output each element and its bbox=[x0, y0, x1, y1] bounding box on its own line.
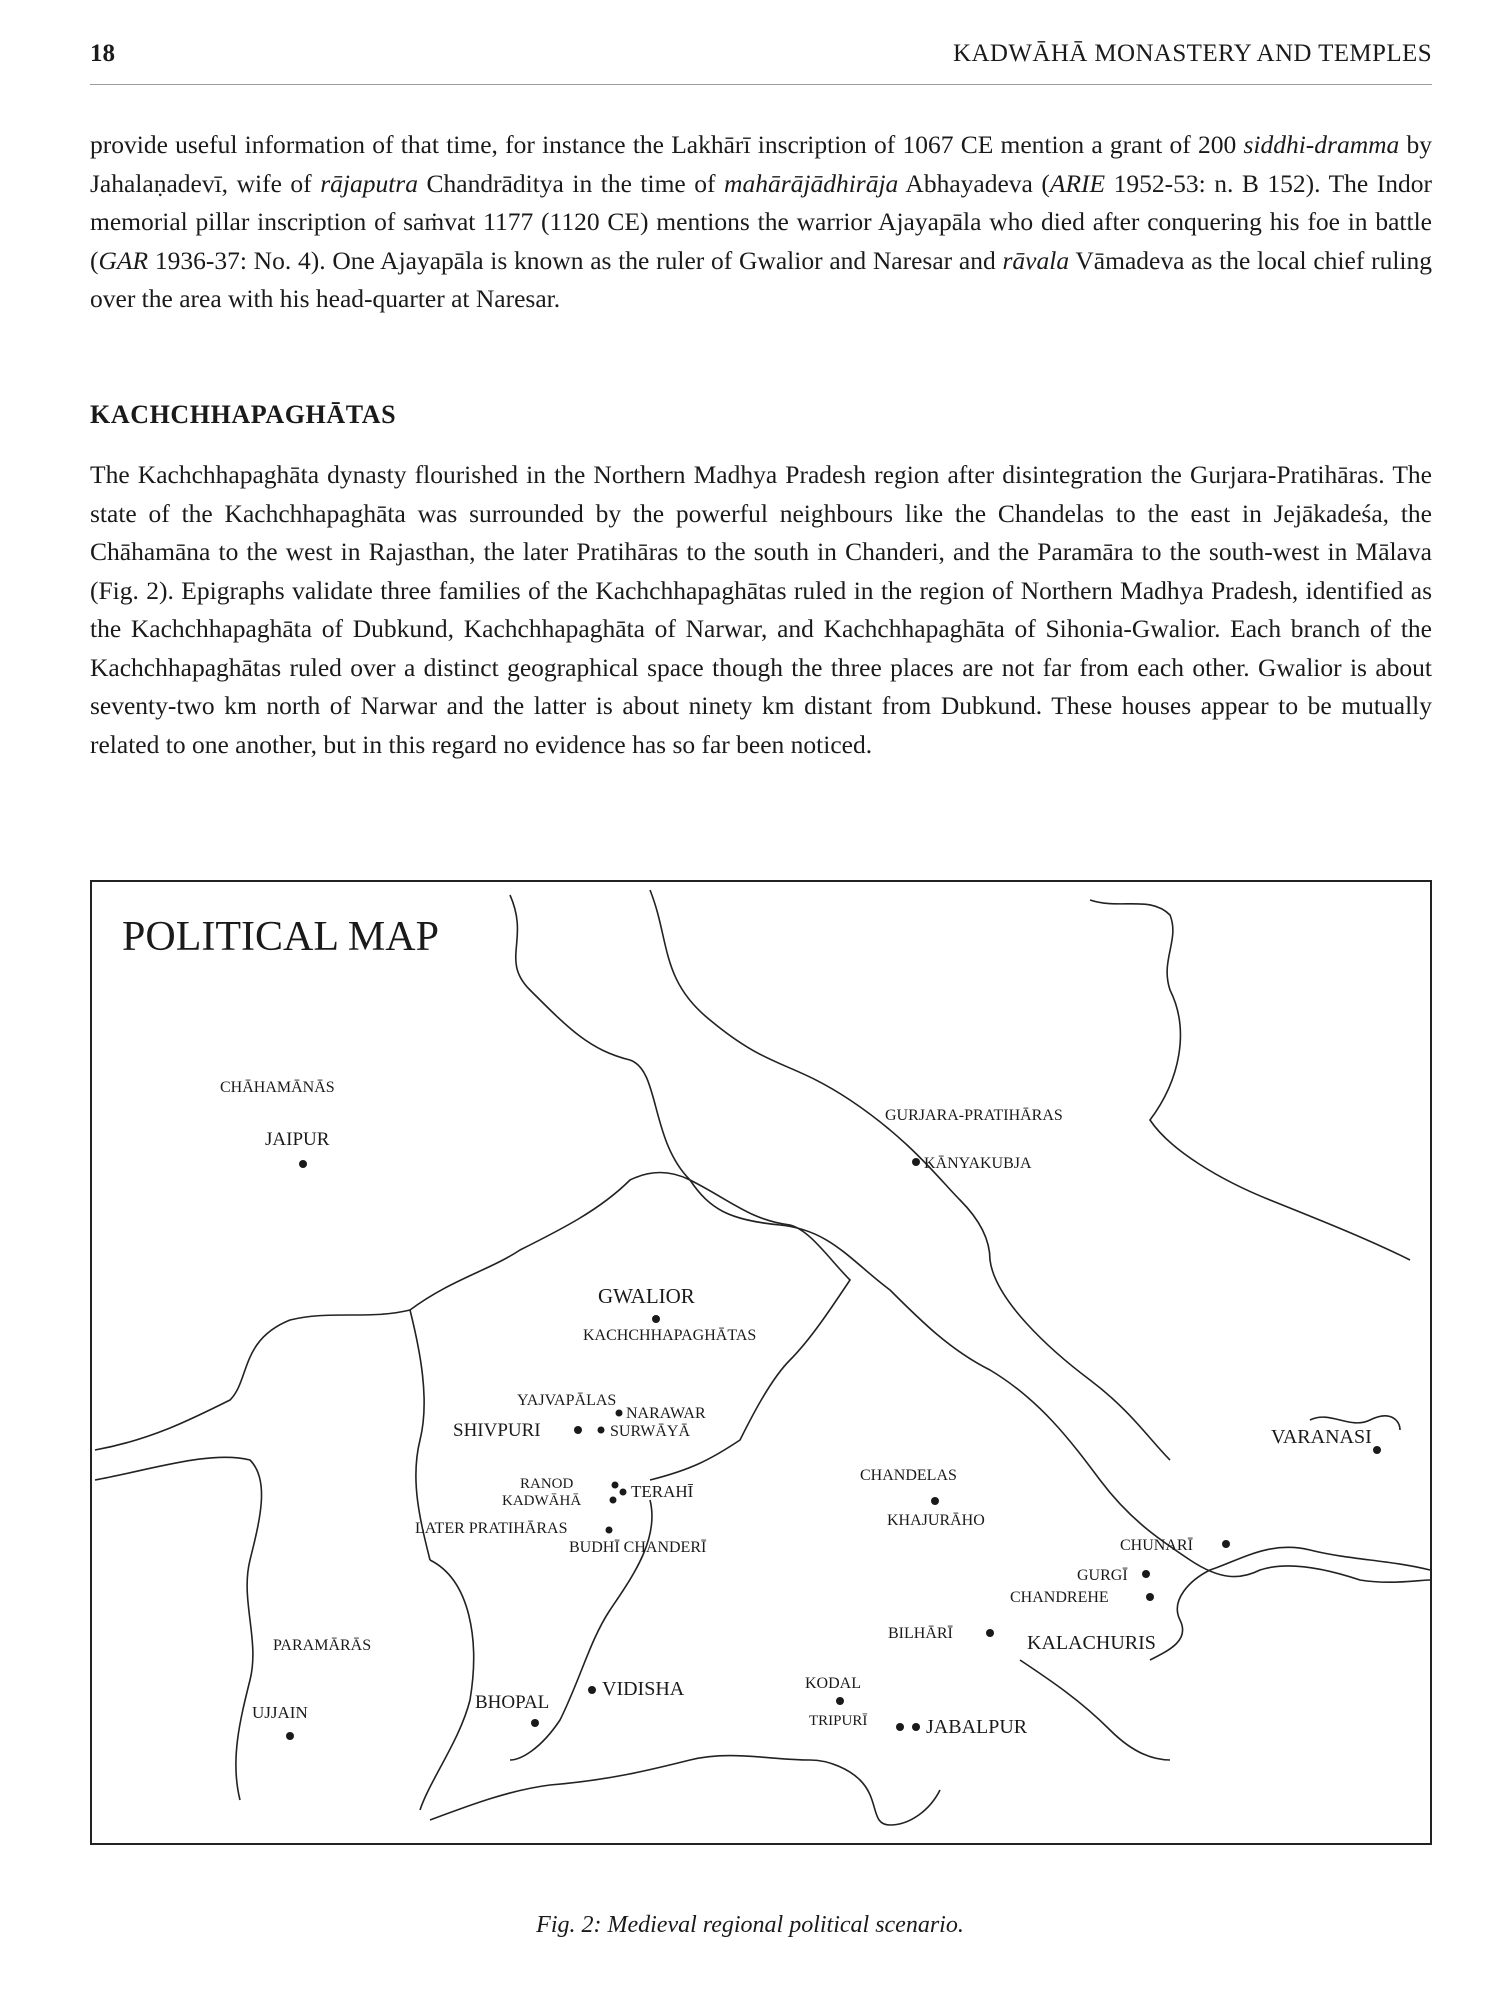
label-varanasi: VARANASI bbox=[1271, 1426, 1372, 1448]
marker-bhopal bbox=[531, 1719, 539, 1727]
text-run: Abhayadeva ( bbox=[898, 168, 1050, 198]
marker-vidisha bbox=[588, 1686, 596, 1694]
marker-gwalior bbox=[652, 1315, 660, 1323]
marker-shivpuri bbox=[574, 1426, 582, 1434]
italic-term: mahārājādhirāja bbox=[724, 168, 899, 198]
text-run: 1936-37: No. 4). One Ajayapāla is known as the ruler of Gwalior and Naresar and bbox=[148, 245, 1003, 275]
label-gurgi: GURGĪ bbox=[1077, 1567, 1128, 1584]
marker-jaipur bbox=[299, 1160, 307, 1168]
text-run: provide useful information of that time, for instance the Lakhārī inscription of 1067 CE mention a grant of 200 bbox=[90, 130, 1244, 159]
marker-bilhari bbox=[986, 1629, 994, 1637]
marker-chunari bbox=[1222, 1540, 1230, 1548]
region-later-pratiharas: LATER PRATIHĀRAS bbox=[415, 1520, 568, 1537]
label-narawar: NARAWAR bbox=[626, 1405, 706, 1422]
marker-kodal bbox=[836, 1697, 844, 1705]
label-ujjain: UJJAIN bbox=[252, 1703, 308, 1722]
text-run: by Jahalaṇadevī, wife of bbox=[90, 130, 1433, 198]
running-title: KADWĀHĀ MONASTERY AND TEMPLES bbox=[953, 40, 1432, 67]
label-gwalior: GWALIOR bbox=[598, 1284, 695, 1308]
region-paramaras: PARAMĀRĀS bbox=[273, 1637, 372, 1654]
label-jaipur: JAIPUR bbox=[265, 1129, 330, 1150]
label-vidisha: VIDISHA bbox=[602, 1678, 685, 1700]
marker-jabalpur bbox=[912, 1723, 920, 1731]
label-kadwaha: KADWĀHĀ bbox=[502, 1493, 582, 1509]
marker-tripuri bbox=[896, 1723, 904, 1731]
marker-narawar bbox=[616, 1410, 623, 1417]
region-kalachuris: KALACHURIS bbox=[1027, 1632, 1156, 1654]
region-gurjara-pratiharas: GURJARA-PRATIHĀRAS bbox=[885, 1107, 1063, 1124]
label-bhopal: BHOPAL bbox=[475, 1692, 550, 1713]
map-frame bbox=[91, 881, 1431, 1844]
paragraph-kachchhapaghatas: The Kachchhapaghāta dynasty flourished in the Northern Madhya Pradesh region after disintegration the Gurjara-Pratihāras. The state of the Kachchhapaghāta was surrounded by the powerful neighbours like the Chandelas to the east in Jejākadeśa, the Chāhamāna to the west in Rajasthan, the later Pratihāras to the south in Chanderi, and the Paramāra to the south-west in Mālava (Fig. 2). Epigraphs validate three families of the Kachchhapaghātas ruled in the region of Northern Madhya Pradesh, identified as the Kachchhapaghāta of Dubkund, Kachchhapaghāta of Narwar, and Kachchhapaghāta of Sihonia-Gwalior. Each branch of the Kachchhapaghātas ruled over a distinct geographical space though the three places are not far from each other. Gwalior is about seventy-two km north of Narwar and the latter is about ninety km distant from Dubkund. These houses appear to be mutually related to one another, but in this regard no evidence has so far been noticed. bbox=[90, 460, 1432, 759]
marker-ujjain bbox=[286, 1732, 294, 1740]
marker-budhi-chanderi bbox=[606, 1527, 613, 1534]
label-chunari: CHUNARĪ bbox=[1120, 1537, 1193, 1554]
marker-kadwaha bbox=[610, 1497, 617, 1504]
label-chandrehe: CHANDREHE bbox=[1010, 1589, 1109, 1606]
text-run: 1952-53: n. B 152). The Indor memorial pillar inscription of saṁvat 1177 (1120 CE) mentions the warrior Ajayapāla who died after conquering his foe in battle ( bbox=[90, 168, 1432, 275]
label-budhi-chanderi: BUDHĪ CHANDERĪ bbox=[569, 1539, 707, 1556]
paragraph-intro bbox=[90, 126, 1432, 319]
marker-chandrehe bbox=[1146, 1593, 1154, 1601]
text-run: Vāmadeva as the local chief ruling over the area with his head-quarter at Naresar. bbox=[90, 245, 1432, 313]
marker-varanasi bbox=[1373, 1446, 1381, 1454]
label-terahi: TERAHĪ bbox=[631, 1482, 694, 1501]
italic-term: rājaputra bbox=[320, 168, 418, 198]
region-kachchhapaghatas: KACHCHHAPAGHĀTAS bbox=[583, 1327, 757, 1344]
page-header bbox=[90, 38, 1432, 85]
label-khajuraho: KHAJURĀHO bbox=[887, 1512, 985, 1529]
marker-kanyakubja bbox=[912, 1158, 920, 1166]
label-kodal: KODAL bbox=[805, 1675, 861, 1692]
label-surwaya: SURWĀYĀ bbox=[610, 1423, 691, 1440]
page-number: 18 bbox=[90, 40, 115, 67]
map-title: POLITICAL MAP bbox=[122, 914, 439, 960]
marker-khajuraho bbox=[931, 1497, 939, 1505]
marker-surwaya bbox=[598, 1427, 605, 1434]
italic-term: GAR bbox=[98, 245, 149, 275]
political-map-figure bbox=[90, 880, 1432, 1845]
label-ranod: RANOD bbox=[520, 1476, 574, 1492]
region-yajvapalas: YAJVAPĀLAS bbox=[517, 1392, 617, 1409]
region-chandelas: CHANDELAS bbox=[860, 1467, 957, 1484]
marker-gurgi bbox=[1142, 1570, 1150, 1578]
marker-ranod bbox=[612, 1482, 619, 1489]
label-bilhari: BILHĀRĪ bbox=[888, 1625, 953, 1642]
label-jabalpur: JABALPUR bbox=[926, 1716, 1028, 1738]
region-chahamanas: CHĀHAMĀNĀS bbox=[220, 1079, 335, 1096]
label-tripuri: TRIPURĪ bbox=[809, 1713, 868, 1729]
political-map bbox=[90, 880, 1432, 1845]
label-kanyakubja: KĀNYAKUBJA bbox=[924, 1155, 1032, 1172]
text-run: Chandrāditya in the time of bbox=[417, 168, 725, 198]
italic-term: ARIE bbox=[1049, 168, 1106, 198]
section-heading: KACHCHHAPAGHĀTAS bbox=[90, 400, 397, 429]
marker-terahi bbox=[620, 1489, 627, 1496]
label-shivpuri: SHIVPURI bbox=[453, 1420, 541, 1441]
italic-term: siddhi-dramma bbox=[1243, 130, 1400, 159]
italic-term: rāvala bbox=[1002, 245, 1070, 275]
figure-caption: Fig. 2: Medieval regional political scenario. bbox=[536, 1912, 964, 1938]
